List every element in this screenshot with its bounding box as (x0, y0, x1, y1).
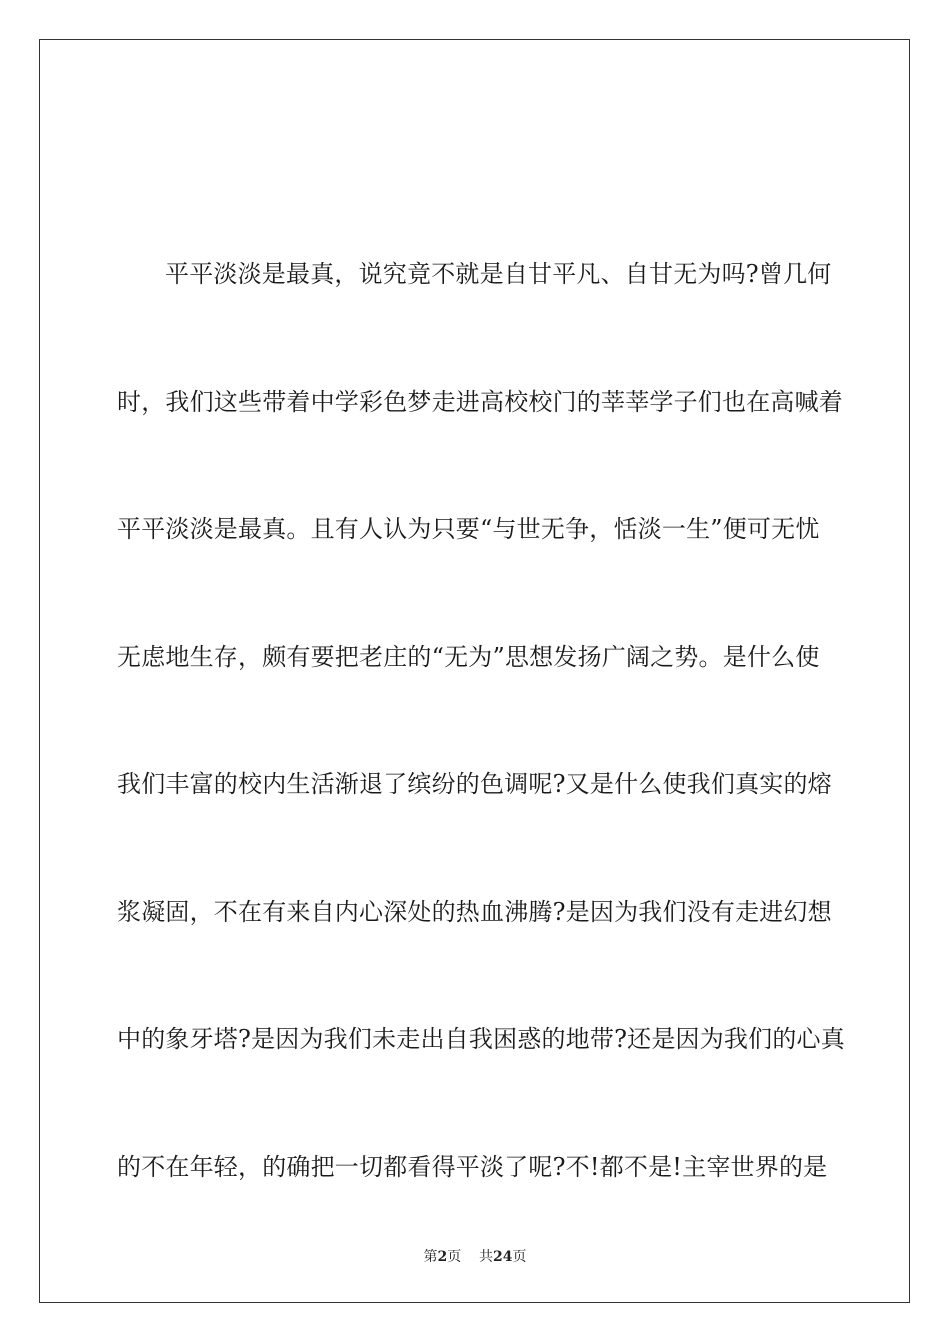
total-suffix: 页 (512, 1249, 527, 1265)
paragraph-line: 平平淡淡是最真，说究竟不就是自甘平凡、自甘无为吗?曾几何 (165, 260, 832, 288)
page-suffix: 页 (447, 1249, 462, 1265)
paragraph-line: 时，我们这些带着中学彩色梦走进高校校门的莘莘学子们也在高喊着 (117, 387, 843, 416)
paragraph-line: 的不在年轻，的确把一切都看得平淡了呢?不!都不是!主宰世界的是 (117, 1152, 828, 1181)
total-prefix: 共 (479, 1249, 494, 1265)
paragraph-line: 平平淡淡是最真。且有人认为只要“与世无争，恬淡一生”便可无忧 (117, 515, 820, 543)
page-number: 2 (437, 1249, 448, 1265)
page-prefix: 第 (423, 1249, 438, 1265)
page-footer (0, 1246, 950, 1266)
paragraph-line: 浆凝固，不在有来自内心深处的热血沸腾?是因为我们没有走进幻想 (117, 897, 832, 926)
paragraph-line: 我们丰富的校内生活渐退了缤纷的色调呢?又是什么使我们真实的熔 (117, 770, 832, 798)
paragraph-line: 中的象牙塔?是因为我们未走出自我困惑的地带?还是因为我们的心真 (117, 1025, 845, 1053)
document-body (117, 243, 845, 1263)
paragraph-line: 无虑地生存，颇有要把老庄的“无为”思想发扬广阔之势。是什么使 (117, 642, 820, 671)
total-pages: 24 (493, 1249, 513, 1265)
